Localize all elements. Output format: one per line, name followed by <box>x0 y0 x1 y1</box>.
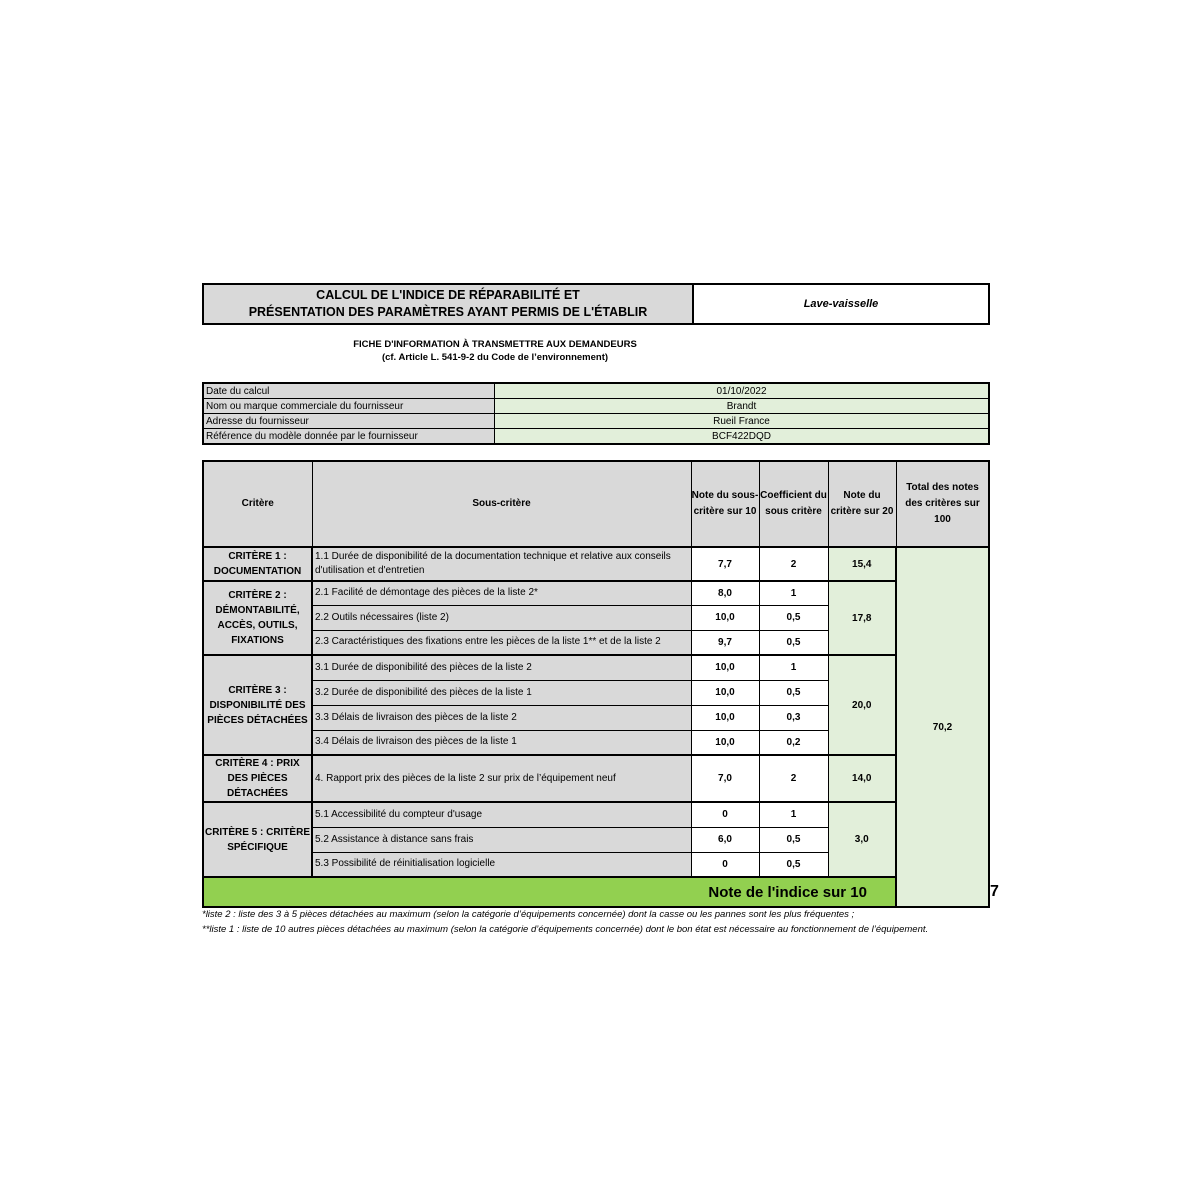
sub-criterion-note: 7,7 <box>691 547 759 581</box>
sub-criterion-coef: 0,5 <box>759 827 828 852</box>
info-value: BCF422DQD <box>495 429 990 445</box>
product-type: Lave-vaisselle <box>803 298 879 310</box>
table-header-row <box>203 461 989 547</box>
sub-criterion-note: 0 <box>691 852 759 877</box>
sub-criterion-label: 5.3 Possibilité de réinitialisation logicielle <box>312 852 691 877</box>
footnote-list-2: *liste 2 : liste des 3 à 5 pièces détachées au maximum (selon la catégorie d’équipements concernée) dont la casse ou les pannes sont les plus fréquentes ; <box>202 909 855 920</box>
repairability-score-table <box>202 460 999 908</box>
sub-criterion-label: 2.2 Outils nécessaires (liste 2) <box>312 605 691 630</box>
header-critere: Critère <box>203 461 312 547</box>
info-label: Référence du modèle donnée par le fournisseur <box>203 429 495 445</box>
criterion-3-name: CRITÈRE 3 : DISPONIBILITÉ DES PIÈCES DÉTACHÉES <box>203 655 312 755</box>
table-row <box>203 655 989 680</box>
sub-criterion-label: 1.1 Durée de disponibilité de la documentation technique et relative aux conseils d'utilisation et d'entretien <box>312 547 691 581</box>
table-row <box>203 802 989 827</box>
sub-criterion-coef: 1 <box>759 655 828 680</box>
header-note-critere: Note du critère sur 20 <box>828 461 896 547</box>
info-row <box>203 383 989 399</box>
criterion-1-name: CRITÈRE 1 : DOCUMENTATION <box>203 547 312 581</box>
sub-criterion-note: 10,0 <box>691 605 759 630</box>
sub-criterion-label: 3.1 Durée de disponibilité des pièces de la liste 2 <box>312 655 691 680</box>
info-value: Brandt <box>495 399 990 414</box>
table-row <box>203 581 989 605</box>
subheader-line-1: FICHE D'INFORMATION À TRANSMETTRE AUX DEMANDEURS <box>353 339 637 350</box>
sub-criterion-note: 0 <box>691 802 759 827</box>
sub-criterion-note: 10,0 <box>691 730 759 755</box>
title-line-2: PRÉSENTATION DES PARAMÈTRES AYANT PERMIS DE L'ÉTABLIR <box>248 305 648 319</box>
footnotes <box>202 907 992 937</box>
info-row <box>203 429 989 445</box>
criterion-4-name: CRITÈRE 4 : PRIX DES PIÈCES DÉTACHÉES <box>203 755 312 802</box>
sub-criterion-label: 5.1 Accessibilité du compteur d'usage <box>312 802 691 827</box>
table-row <box>203 755 989 802</box>
document-header <box>202 283 990 325</box>
sub-criterion-coef: 0,3 <box>759 705 828 730</box>
header-note-sous-critere: Note du sous-critère sur 10 <box>691 461 759 547</box>
subheader-line-2: (cf. Article L. 541-9-2 du Code de l’environnement) <box>381 352 609 363</box>
header-total: Total des notes des critères sur 100 <box>896 461 989 547</box>
footnote-list-1: **liste 1 : liste de 10 autres pièces détachées au maximum (selon la catégorie d’équipements concernée) dont le bon état est nécessaire au fonctionnement de l’équipement. <box>202 924 929 935</box>
header-sous-critere: Sous-critère <box>312 461 691 547</box>
info-row <box>203 414 989 429</box>
sub-criterion-coef: 0,5 <box>759 630 828 655</box>
sub-criterion-label: 2.1 Facilité de démontage des pièces de la liste 2* <box>312 581 691 605</box>
criterion-2-name: CRITÈRE 2 : DÉMONTABILITÉ, ACCÈS, OUTILS, FIXATIONS <box>203 581 312 655</box>
sub-criterion-coef: 0,5 <box>759 605 828 630</box>
criterion-3-score: 20,0 <box>828 655 896 755</box>
grand-total: 70,2 <box>896 547 989 907</box>
sub-criterion-note: 7,0 <box>691 755 759 802</box>
info-label: Date du calcul <box>203 383 495 399</box>
info-value: 01/10/2022 <box>495 383 990 399</box>
subheader <box>202 338 788 364</box>
document-title <box>204 285 694 323</box>
sub-criterion-label: 2.3 Caractéristiques des fixations entre les pièces de la liste 1** et de la liste 2 <box>312 630 691 655</box>
criterion-1-score: 15,4 <box>828 547 896 581</box>
sub-criterion-note: 9,7 <box>691 630 759 655</box>
sub-criterion-coef: 0,5 <box>759 680 828 705</box>
final-score-label: Note de l'indice sur 10 <box>203 877 896 907</box>
criterion-4-score: 14,0 <box>828 755 896 802</box>
sub-criterion-coef: 0,5 <box>759 852 828 877</box>
sub-criterion-note: 10,0 <box>691 705 759 730</box>
header-coefficient: Coefficient du sous critère <box>759 461 828 547</box>
sub-criterion-coef: 2 <box>759 755 828 802</box>
sub-criterion-label: 3.2 Durée de disponibilité des pièces de la liste 1 <box>312 680 691 705</box>
table-row <box>203 547 989 581</box>
title-line-1: CALCUL DE L'INDICE DE RÉPARABILITÉ ET <box>316 288 580 302</box>
sub-criterion-coef: 2 <box>759 547 828 581</box>
sub-criterion-label: 3.3 Délais de livraison des pièces de la liste 2 <box>312 705 691 730</box>
info-value: Rueil France <box>495 414 990 429</box>
supplier-info-table <box>202 382 990 445</box>
final-score-row: Note de l'indice sur 10 7 <box>203 877 989 907</box>
sub-criterion-label: 3.4 Délais de livraison des pièces de la liste 1 <box>312 730 691 755</box>
criterion-5-name: CRITÈRE 5 : CRITÈRE SPÉCIFIQUE <box>203 802 312 877</box>
sub-criterion-coef: 0,2 <box>759 730 828 755</box>
sub-criterion-coef: 1 <box>759 581 828 605</box>
sub-criterion-note: 10,0 <box>691 680 759 705</box>
sub-criterion-label: 5.2 Assistance à distance sans frais <box>312 827 691 852</box>
info-label: Adresse du fournisseur <box>203 414 495 429</box>
sub-criterion-coef: 1 <box>759 802 828 827</box>
criterion-2-score: 17,8 <box>828 581 896 655</box>
sub-criterion-note: 10,0 <box>691 655 759 680</box>
info-label: Nom ou marque commerciale du fournisseur <box>203 399 495 414</box>
criterion-5-score: 3,0 <box>828 802 896 877</box>
sub-criterion-note: 6,0 <box>691 827 759 852</box>
info-row <box>203 399 989 414</box>
sub-criterion-note: 8,0 <box>691 581 759 605</box>
sub-criterion-label: 4. Rapport prix des pièces de la liste 2 sur prix de l’équipement neuf <box>312 755 691 802</box>
